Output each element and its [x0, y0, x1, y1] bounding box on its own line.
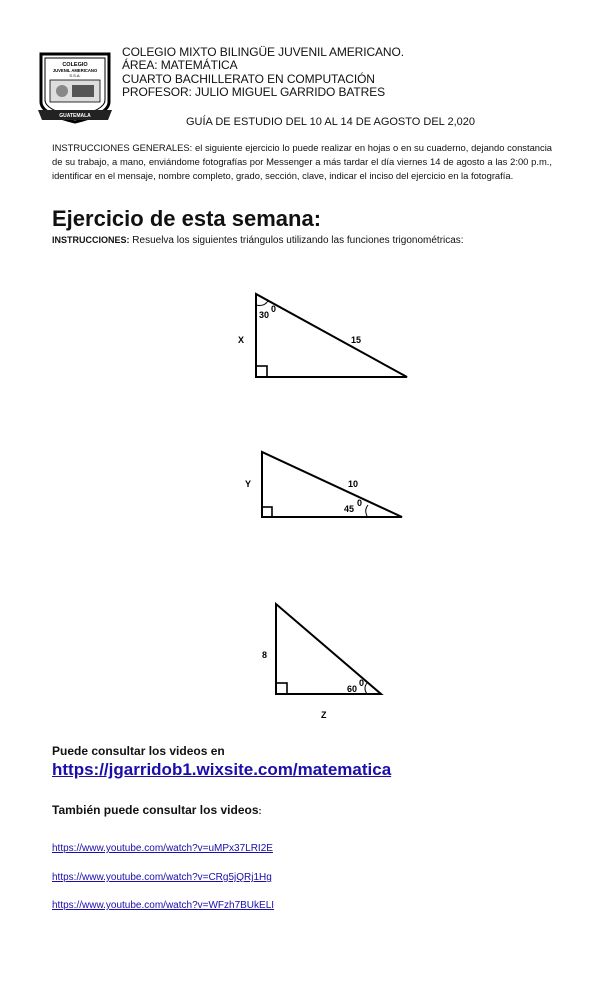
instructions-label: INSTRUCCIONES	[52, 235, 127, 245]
degree-1: 0	[271, 304, 277, 314]
degree-3: 0	[359, 678, 365, 688]
degree-2: 0	[357, 498, 363, 508]
consult-videos-text-2	[52, 803, 262, 817]
angle-label-1: 30	[259, 310, 270, 320]
consult2-colon: :	[258, 806, 262, 816]
side-label-3: 8	[262, 650, 268, 660]
instructions-text: Resuelva los siguientes triángulos utilizando las funciones trigonométricas:	[129, 235, 464, 246]
guide-title: GUÍA DE ESTUDIO DEL 10 AL 14 DE AGOSTO DEL 2,020	[186, 116, 475, 128]
school-name: COLEGIO MIXTO BILINGÜE JUVENIL AMERICANO.	[122, 45, 404, 59]
side-label-1: X	[238, 335, 245, 345]
angle-label-2: 45	[344, 504, 355, 514]
area-line: ÁREA: MATEMÁTICA	[122, 58, 238, 72]
logo-text-3: S.S.A.	[69, 73, 81, 78]
general-instructions: INSTRUCCIONES GENERALES: el siguiente ejercicio lo puede realizar en hojas o en su cuaderno, dejando constancia de su trabajo, a mano, enviándome fotografías por Messenger a más tardar el día viernes 14 de agosto a las 2:00 p.m., identificar en el mensaje, nombre completo, grado, sección, clave, indicar el inciso del ejercicio en la fotografía.	[52, 142, 552, 181]
grade-line: CUARTO BACHILLERATO EN COMPUTACIÓN	[122, 72, 375, 86]
logo-text-1: COLEGIO	[62, 62, 88, 68]
exercise-title: Ejercicio de esta semana:	[52, 206, 322, 231]
instructions-colon: :	[126, 235, 130, 245]
triangle-2	[245, 452, 402, 517]
hyp-label-2: 10	[348, 479, 359, 489]
consult-videos-text: Puede consultar los videos en	[52, 744, 225, 758]
logo-banner: GUATEMALA	[59, 113, 91, 119]
youtube-link-2[interactable]: https://www.youtube.com/watch?v=CRg5jQRj1Hg	[52, 872, 272, 883]
youtube-link-1[interactable]: https://www.youtube.com/watch?v=uMPx37LRI2E	[52, 843, 273, 854]
triangle-1	[238, 294, 407, 377]
wixsite-link[interactable]: https://jgarridob1.wixsite.com/matematica	[52, 760, 392, 779]
consult2-text: También puede consultar los videos	[52, 803, 259, 817]
teacher-line: PROFESOR: JULIO MIGUEL GARRIDO BATRES	[122, 85, 386, 99]
hyp-label-1: 15	[351, 335, 362, 345]
angle-label-3: 60	[347, 684, 358, 694]
youtube-link-3[interactable]: https://www.youtube.com/watch?v=WFzh7BUkELI	[52, 900, 275, 911]
side-label-2: Y	[245, 479, 252, 489]
triangle-3	[262, 604, 381, 720]
base-label-3: Z	[321, 710, 327, 720]
logo-text-2: JUVENIL AMERICANO	[52, 68, 98, 73]
